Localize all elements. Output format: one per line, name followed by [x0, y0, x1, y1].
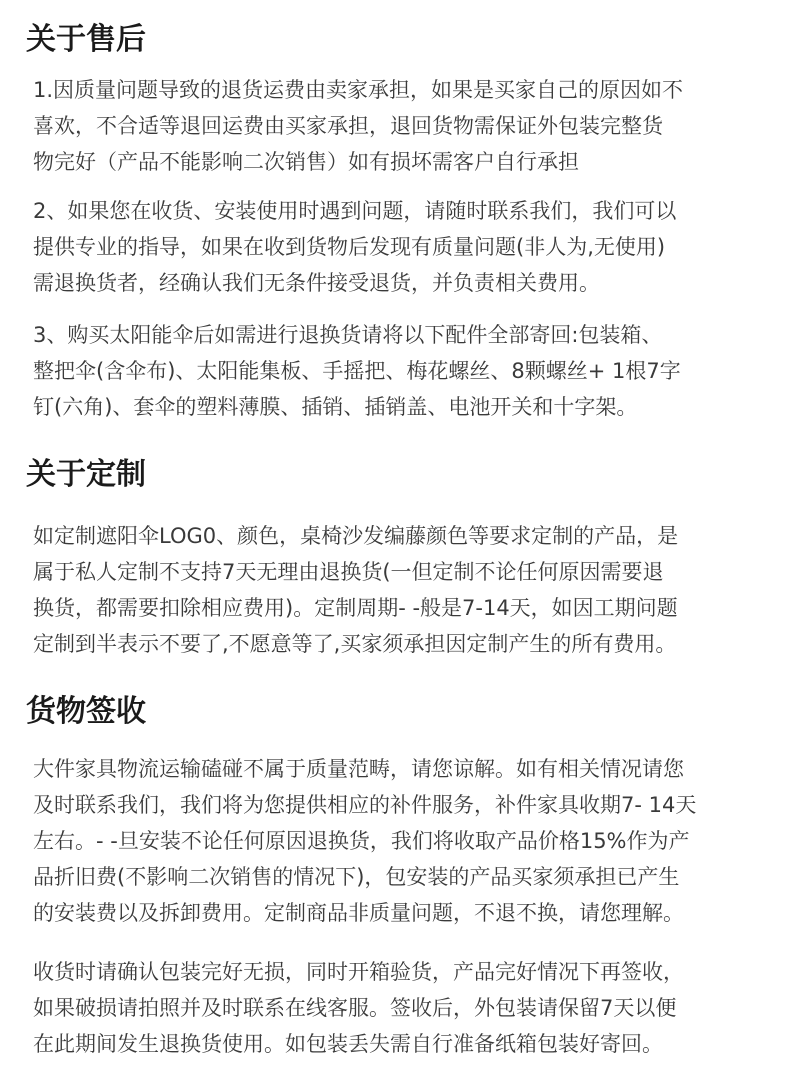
text-line: 喜欢，不合适等退回运费由买家承担，退回货物需保证外包装完整货	[33, 114, 663, 138]
text-line: 需退换货者，经确认我们无条件接受退货，并负责相关费用。	[33, 271, 600, 295]
text-line: 3、购买太阳能伞后如需进行退换货请将以下配件全部寄回:包装箱、	[33, 323, 663, 347]
text-line: 属于私人定制不支持7天无理由退换货(一但定制不论任何原因需要退	[33, 560, 664, 584]
customization-paragraph	[33, 518, 778, 662]
text-line: 的安装费以及拆卸费用。定制商品非质量问题，不退不换，请您理解。	[33, 901, 684, 925]
text-line: 大件家具物流运输磕碰不属于质量范畴，请您谅解。如有相关情况请您	[33, 757, 684, 781]
text-line: 品折旧费(不影响二次销售的情况下)，包安装的产品买家须承担已产生	[33, 865, 680, 889]
section-title-customization: 关于定制	[26, 457, 146, 492]
text-line: 换货，都需要扣除相应费用)。定制周期- -般是7-14天，如因工期问题	[33, 596, 678, 620]
text-line: 2、如果您在收货、安装使用时遇到问题，请随时联系我们，我们可以	[33, 199, 677, 223]
text-line: 如定制遮阳伞LOG0、颜色，桌椅沙发编藤颜色等要求定制的产品，是	[33, 524, 679, 548]
text-line: 提供专业的指导，如果在收到货物后发现有质量问题(非人为,无使用)	[33, 235, 666, 259]
text-line: 左右。- -旦安装不论任何原因退换货，我们将收取产品价格15%作为产	[33, 829, 690, 853]
text-line: 及时联系我们，我们将为您提供相应的补件服务，补件家具收期7- 14天	[33, 793, 697, 817]
after-sales-paragraph-1	[33, 72, 778, 180]
section-title-delivery-receipt: 货物签收	[26, 694, 146, 729]
text-line: 整把伞(含伞布)、太阳能集板、手摇把、梅花螺丝、8颗螺丝+ 1根7字	[33, 359, 681, 383]
text-line: 如果破损请拍照并及时联系在线客服。签收后，外包装请保留7天以便	[33, 996, 677, 1020]
text-line: 收货时请确认包装完好无损，同时开箱验货，产品完好情况下再签收，	[33, 960, 684, 984]
text-line: 在此期间发生退换货使用。如包装丢失需自行准备纸箱包装好寄回。	[33, 1032, 663, 1056]
text-line: 钉(六角)、套伞的塑料薄膜、插销、插销盖、电池开关和十字架。	[33, 395, 638, 419]
text-line: 物完好（产品不能影响二次销售）如有损坏需客户自行承担	[33, 150, 579, 174]
text-line: 1.因质量问题导致的退货运费由卖家承担，如果是买家自己的原因如不	[33, 78, 684, 102]
text-line: 定制到半表示不要了,不愿意等了,买家须承担因定制产生的所有费用。	[33, 632, 677, 656]
after-sales-paragraph-2	[33, 193, 778, 301]
delivery-paragraph-1	[33, 751, 778, 931]
delivery-paragraph-2	[33, 954, 778, 1062]
section-title-after-sales: 关于售后	[26, 22, 146, 57]
after-sales-paragraph-3	[33, 317, 778, 425]
